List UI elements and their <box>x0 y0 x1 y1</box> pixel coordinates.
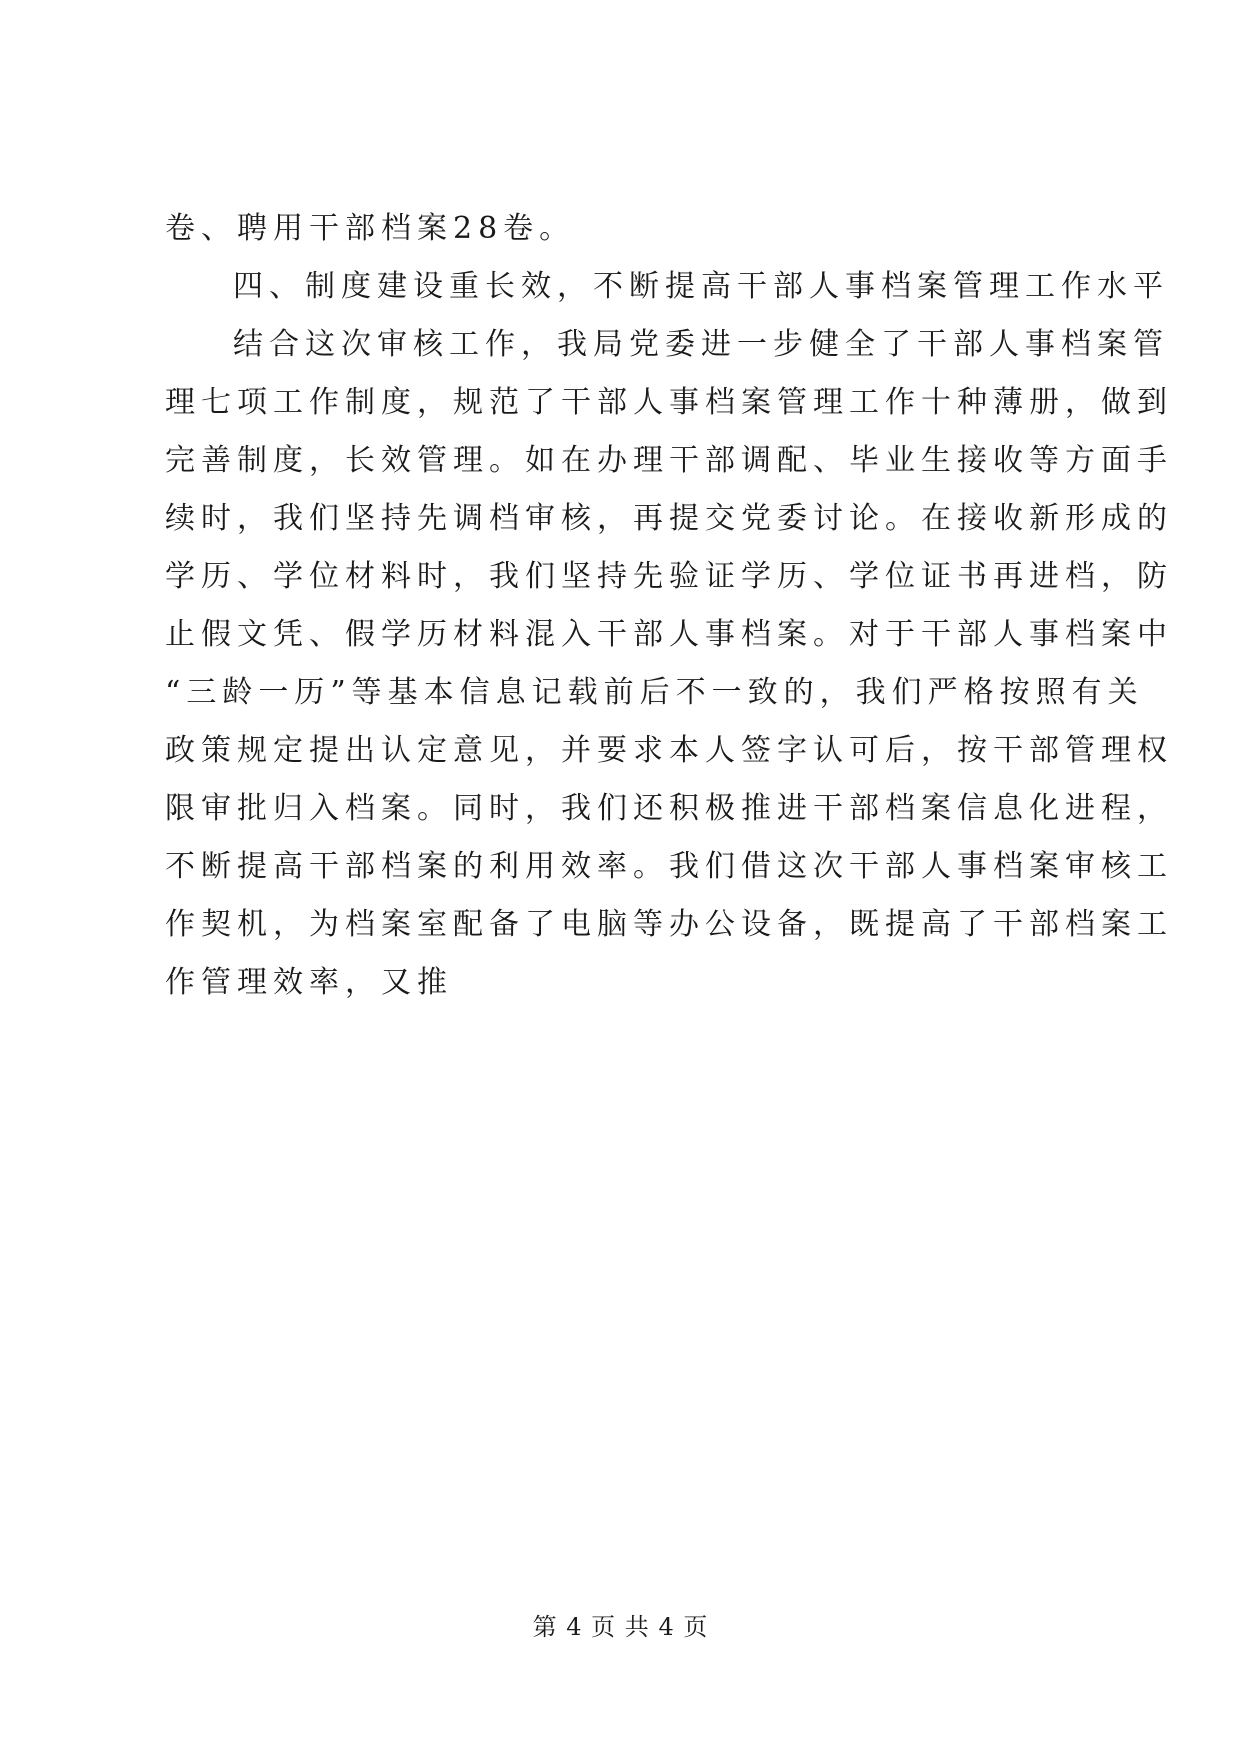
paragraph-line: 学历、学位材料时，我们坚持先验证学历、学位证书再进档，防 <box>165 559 1173 594</box>
body-text <box>165 200 1173 1012</box>
paragraph-line: 止假文凭、假学历材料混入干部人事档案。对于干部人事档案中 <box>165 617 1173 652</box>
page-number-footer: 第 4 页 共 4 页 <box>532 1613 709 1641</box>
paragraph-line: 政策规定提出认定意见，并要求本人签字认可后，按干部管理权 <box>165 733 1173 768</box>
paragraph-line: 完善制度，长效管理。如在办理干部调配、毕业生接收等方面手 <box>165 443 1173 478</box>
paragraph-line: “三龄一历”等基本信息记载前后不一致的，我们严格按照有关 <box>165 675 1144 710</box>
paragraph-line: 卷、聘用干部档案28卷。 <box>165 211 576 246</box>
paragraph-line: 作契机，为档案室配备了电脑等办公设备，既提高了干部档案工 <box>165 907 1173 942</box>
paragraph-line: 理七项工作制度，规范了干部人事档案管理工作十种薄册，做到 <box>165 385 1173 420</box>
section-heading: 四、制度建设重长效，不断提高干部人事档案管理工作水平 <box>233 269 1169 304</box>
paragraph-line: 不断提高干部档案的利用效率。我们借这次干部人事档案审核工 <box>165 849 1173 884</box>
paragraph-line: 结合这次审核工作，我局党委进一步健全了干部人事档案管 <box>233 327 1169 362</box>
paragraph-line: 续时，我们坚持先调档审核，再提交党委讨论。在接收新形成的 <box>165 501 1173 536</box>
paragraph-line: 作管理效率，又推 <box>165 965 453 1000</box>
paragraph-line: 限审批归入档案。同时，我们还积极推进干部档案信息化进程， <box>165 791 1173 826</box>
